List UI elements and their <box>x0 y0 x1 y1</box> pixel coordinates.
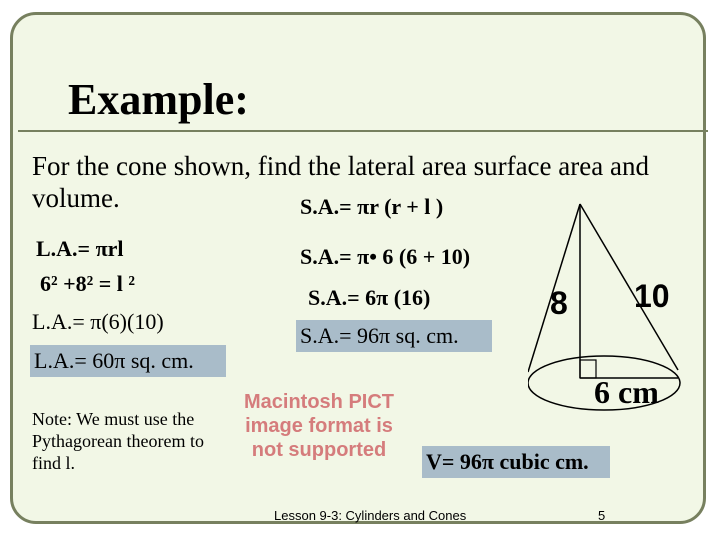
slide-title: Example: <box>68 75 249 124</box>
cone-radius-label: 6 cm <box>594 374 659 410</box>
volume-result: V= 96π cubic cm. <box>422 446 610 478</box>
sa-step-substitute: S.A.= π• 6 (6 + 10) <box>300 244 471 269</box>
la-formula: L.A.= πrl <box>36 236 124 261</box>
la-step-substitute: L.A.= π(6)(10) <box>32 309 164 334</box>
footer-text: Lesson 9-3: Cylinders and Cones <box>274 508 467 523</box>
sa-step-simplify: S.A.= 6π (16) <box>308 285 431 310</box>
cone-height-label: 8 <box>550 285 568 321</box>
pythagorean-note: Note: We must use the Pythagorean theorem to find l. <box>32 409 204 473</box>
cone-slant-label: 10 <box>634 278 670 314</box>
sa-result: S.A.= 96π sq. cm. <box>296 320 492 352</box>
unsupported-image-placeholder: Macintosh PICT image format is not supported <box>243 391 394 461</box>
sa-formula: S.A.= πr (r + l ) <box>300 194 444 219</box>
la-result: L.A.= 60π sq. cm. <box>30 345 226 377</box>
title-divider <box>18 130 708 132</box>
page-number: 5 <box>598 508 606 523</box>
problem-statement: For the cone shown, find the lateral area surface area and volume. <box>32 151 649 213</box>
pythagorean-step: 6² +8² = l ² <box>40 271 135 296</box>
